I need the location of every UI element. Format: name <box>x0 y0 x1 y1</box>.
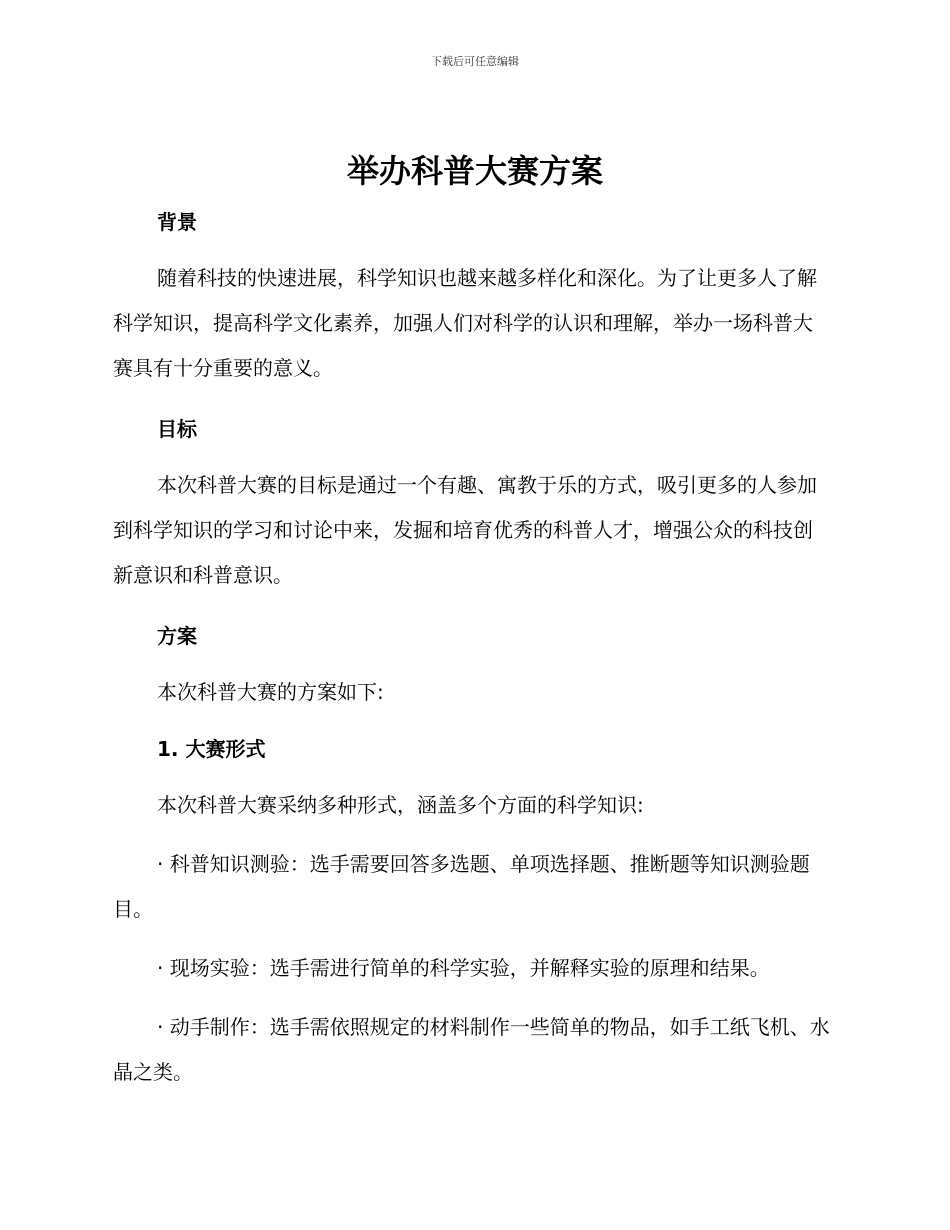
paragraph-format-intro: 本次科普大赛采纳多种形式，涵盖多个方面的科学知识: <box>157 793 644 817</box>
header-note: 下载后可任意编辑 <box>431 55 519 68</box>
document-body <box>113 202 831 1095</box>
document-title: 举办科普大赛方案 <box>346 152 603 190</box>
section-heading-plan: 方案 <box>157 624 197 648</box>
paragraph-plan-intro: 本次科普大赛的方案如下: <box>157 680 384 704</box>
section-heading-background: 背景 <box>157 210 197 234</box>
paragraph-goal: 本次科普大赛的目标是通过一个有趣、寓教于乐的方式，吸引更多的人参加到科学知识的学习和讨论中来，发掘和培育优秀的科普人才，增强公众的科技创新意识和科普意识。 <box>113 473 817 587</box>
list-item-quiz: · 科普知识测验：选手需要回答多选题、单项选择题、推断题等知识测验题目。 <box>113 852 810 921</box>
list-item-experiment: · 现场实验：选手需进行简单的科学实验，并解释实验的原理和结果。 <box>157 956 770 980</box>
list-item-handcraft: · 动手制作：选手需依照规定的材料制作一些简单的物品，如手工纸飞机、水晶之类。 <box>113 1015 830 1084</box>
subheading-competition-format: 1. 大赛形式 <box>157 737 266 761</box>
section-heading-goal: 目标 <box>157 417 197 441</box>
paragraph-background: 随着科技的快速进展，科学知识也越来越多样化和深化。为了让更多人了解科学知识，提高科学文化素养，加强人们对科学的认识和理解，举办一场科普大赛具有十分重要的意义。 <box>113 266 817 380</box>
